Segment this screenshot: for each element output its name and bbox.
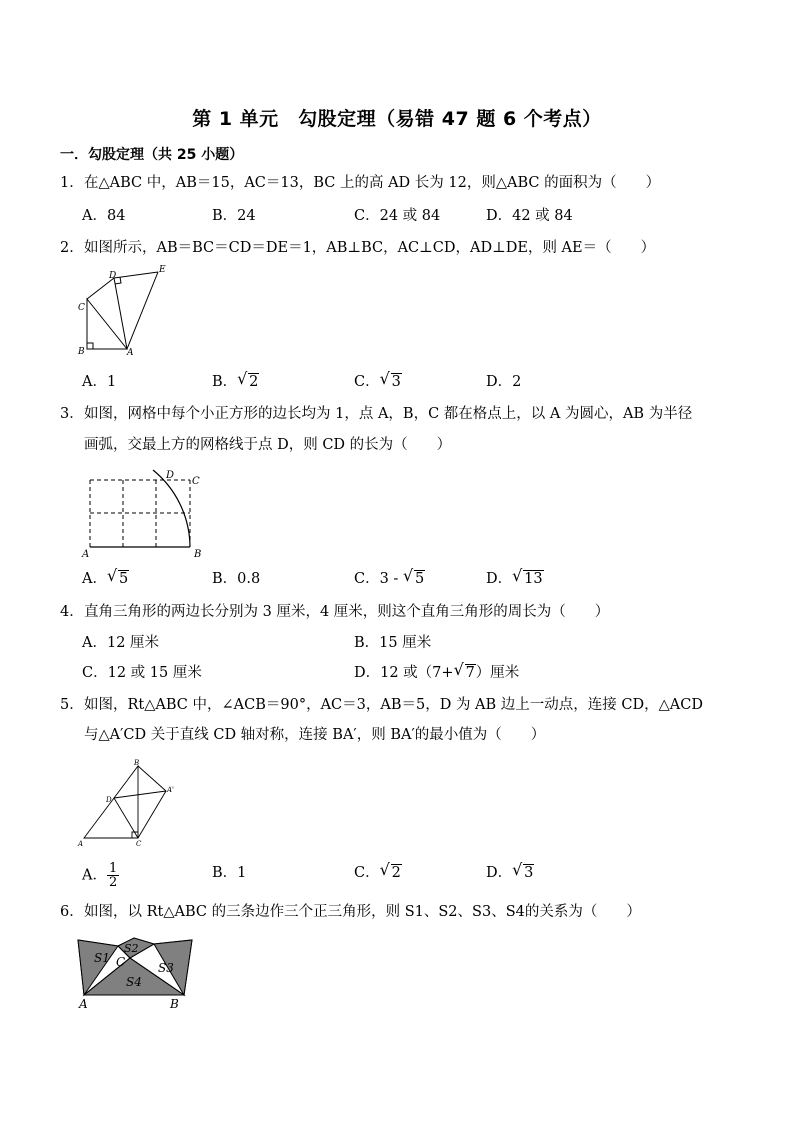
option-a: A．1: [82, 374, 117, 390]
option-c: C．12 或 15 厘米: [82, 665, 202, 681]
figure-q6: [74, 930, 198, 1010]
label-s2: S2: [124, 942, 139, 955]
question-number: 4．: [60, 604, 84, 620]
option-c: C．24 或 84: [354, 208, 441, 224]
question-6: [60, 897, 641, 927]
question-text: 如图，以 Rt△ABC 的三条边作三个正三角形，则 S1、S2、S3、S4的关系为（ ）: [84, 904, 641, 920]
label-a: A: [79, 997, 88, 1010]
option-d: D． √ 13: [486, 566, 543, 587]
page-title: 第 1 单元 勾股定理（易错 47 题 6 个考点）: [192, 108, 602, 130]
label-s3: S3: [158, 961, 174, 975]
option-c: C． √ 2: [354, 860, 401, 881]
option-d: D． √ 3: [486, 860, 534, 881]
question-1: [60, 168, 660, 198]
question-4: [60, 597, 609, 627]
option-b: B． √ 2: [212, 369, 259, 390]
label-s1: S1: [94, 951, 110, 965]
option-d: D．12 或（7+ √ 7）厘米: [354, 660, 520, 681]
figure-q2: [72, 264, 172, 356]
label-c: C: [116, 955, 126, 969]
label-b: B: [134, 759, 140, 767]
option-c: C．3 - √ 5: [354, 566, 425, 587]
option-b: B．1: [212, 865, 247, 881]
label-a-prime: A': [167, 786, 174, 794]
question-text: 如图，网格中每个小正方形的边长均为 1，点 A，B，C 都在格点上，以 A 为圆心，AB 为半径: [84, 406, 693, 422]
label-d: D: [106, 796, 112, 804]
question-text: 直角三角形的两边长分别为 3 厘米，4 厘米，则这个直角三角形的周长为（ ）: [84, 604, 610, 620]
label-c: C: [136, 840, 142, 848]
figure-q5: [76, 756, 176, 850]
question-number: 1．: [60, 175, 84, 191]
label-a: A: [127, 348, 134, 356]
option-a: A． √ 5: [82, 566, 129, 587]
question-text: 在△ABC 中，AB＝15，AC＝13，BC 上的高 AD 长为 12，则△ABC 的面积为（ ）: [84, 175, 661, 191]
question-5: [60, 690, 703, 720]
question-3-continued: 画弧，交最上方的网格线于点 D，则 CD 的长为（ ）: [84, 437, 452, 453]
option-c: C． √ 3: [354, 369, 401, 390]
label-a: A: [82, 549, 90, 560]
label-c: C: [78, 303, 85, 313]
question-5-continued: 与△A′CD 关于直线 CD 轴对称，连接 BA′，则 BA′的最小值为（ ）: [84, 727, 546, 743]
question-number: 5．: [60, 697, 84, 713]
label-d: D: [109, 271, 117, 281]
question-number: 2．: [60, 240, 84, 256]
label-b: B: [194, 549, 202, 560]
option-d: D．42 或 84: [486, 208, 573, 224]
question-text: 如图所示，AB＝BC＝CD＝DE＝1，AB⊥BC，AC⊥CD，AD⊥DE，则 AE＝（ ）: [84, 240, 656, 256]
option-b: B．24: [212, 208, 256, 224]
option-d: D．2: [486, 374, 522, 390]
question-2: [60, 233, 655, 263]
figure-q3: [80, 465, 210, 560]
label-e: E: [159, 265, 166, 275]
question-number: 3．: [60, 406, 84, 422]
label-s4: S4: [126, 975, 142, 989]
label-d: D: [166, 470, 175, 481]
question-3: [60, 399, 692, 429]
option-a: A．12 厘米: [82, 635, 160, 651]
section-heading: 一．勾股定理（共 25 小题）: [60, 147, 244, 163]
question-text: 如图，Rt△ABC 中，∠ACB＝90°，AC＝3，AB＝5，D 为 AB 边上一动点，连接 CD，△ACD: [84, 697, 703, 713]
label-b: B: [170, 997, 179, 1010]
label-b: B: [78, 347, 85, 356]
label-c: C: [192, 476, 200, 487]
option-b: B．15 厘米: [354, 635, 432, 651]
label-a: A: [78, 840, 84, 848]
option-b: B．0.8: [212, 571, 261, 587]
option-a: A．84: [82, 208, 126, 224]
question-number: 6．: [60, 904, 84, 920]
option-a: A． $\frac{1}{2}$: [82, 861, 118, 890]
